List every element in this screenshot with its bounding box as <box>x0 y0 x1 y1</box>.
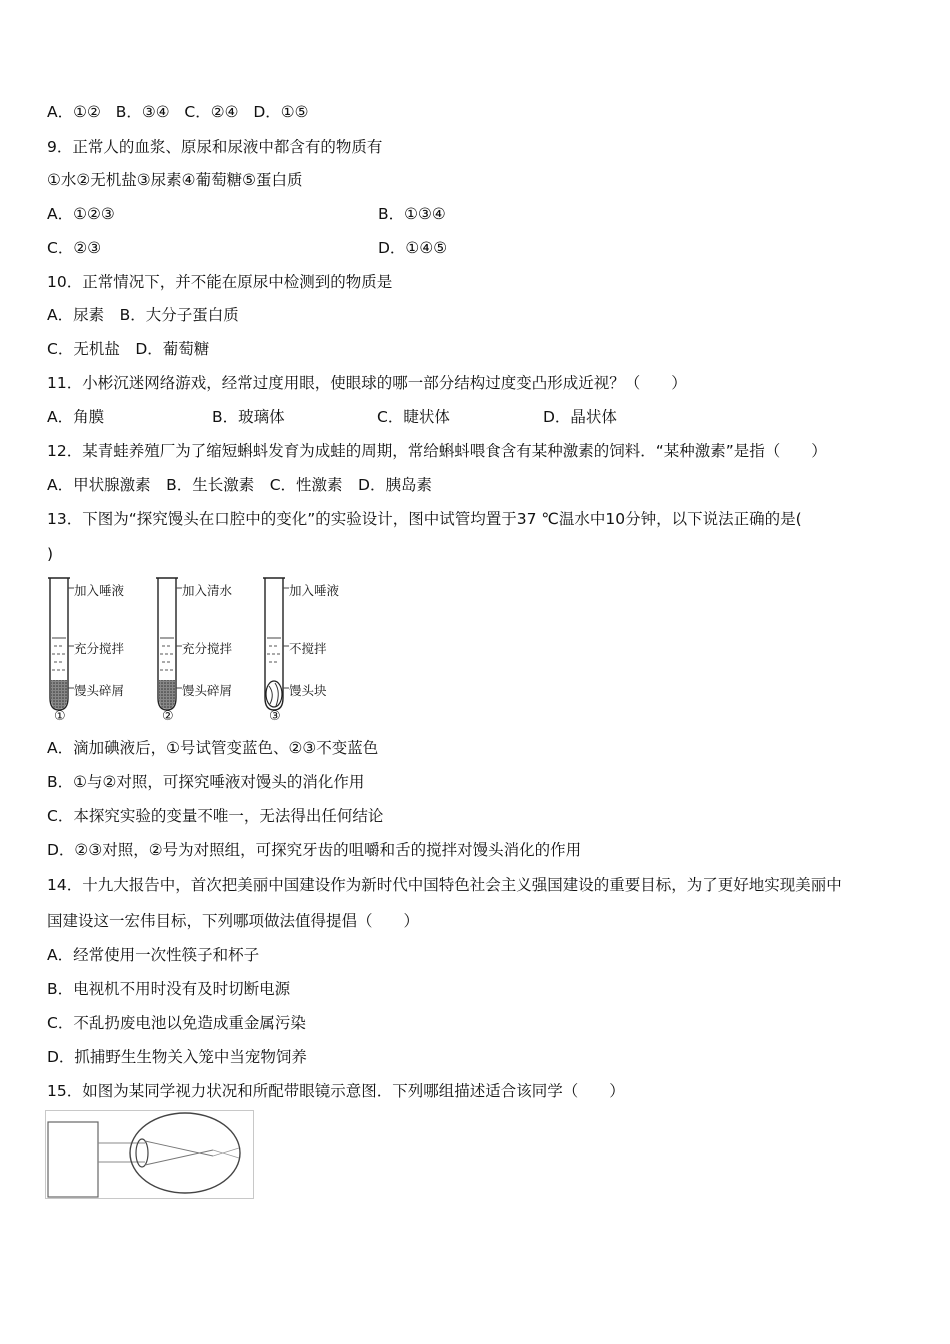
q14-option-c: C．不乱扔废电池以免造成重金属污染 <box>47 1014 306 1032</box>
q11-option-d: D．晶状体 <box>543 408 617 426</box>
q9-option-d: D．①④⑤ <box>378 239 448 257</box>
tube-1-mid-label: 充分搅拌 <box>74 641 125 656</box>
q11-option-c: C．睫状体 <box>377 408 450 426</box>
q13-option-b: B．①与②对照，可探究唾液对馒头的消化作用 <box>47 773 365 791</box>
q8-option-a: A．①② <box>47 103 101 121</box>
q14-option-d: D．抓捕野生生物关入笼中当宠物饲养 <box>47 1048 307 1066</box>
q14-option-a: A．经常使用一次性筷子和杯子 <box>47 946 260 964</box>
q11-option-a: A．角膜 <box>47 408 105 426</box>
tube-2-mid-label: 充分搅拌 <box>182 641 233 656</box>
tube-1 <box>48 578 74 710</box>
tube-3 <box>263 578 289 710</box>
tube-2-number: ② <box>162 709 174 724</box>
tube-2 <box>156 578 182 710</box>
q10-options-line1: A．尿素 B．大分子蛋白质 <box>47 306 239 324</box>
q13-test-tube-figure <box>44 574 354 726</box>
tube-2-bottom-label: 馒头碎屑 <box>182 683 233 698</box>
tube-1-number: ① <box>54 709 66 724</box>
q9-option-b: B．①③④ <box>378 205 446 223</box>
q9-option-c: C．②③ <box>47 239 102 257</box>
q14-stem-line1: 14．十九大报告中，首次把美丽中国建设作为新时代中国特色社会主义强国建设的重要目标，为了更好地实现美丽中 <box>47 876 842 894</box>
q13-option-a: A．滴加碘液后，①号试管变蓝色、②③不变蓝色 <box>47 739 379 757</box>
tube-1-top-label: 加入唾液 <box>74 583 125 598</box>
tube-3-top-label: 加入唾液 <box>289 583 340 598</box>
tube-3-mid-label: 不搅拌 <box>289 641 327 656</box>
q13-stem-line1: 13．下图为“探究馒头在口腔中的变化”的实验设计，图中试管均置于37 ℃温水中10分钟，以下说法正确的是( <box>47 510 802 528</box>
q15-stem: 15．如图为某同学视力状况和所配带眼镜示意图．下列哪组描述适合该同学（ ） <box>47 1082 625 1100</box>
tube-3-bottom-label: 馒头块 <box>289 683 327 698</box>
q12-options: A．甲状腺激素 B．生长激素 C．性激素 D．胰岛素 <box>47 476 432 494</box>
q15-eye-figure <box>45 1110 255 1200</box>
q9-stem: 9．正常人的血浆、原尿和尿液中都含有的物质有 <box>47 138 383 156</box>
q8-option-c: C．②④ <box>184 103 239 121</box>
glasses-lens-box <box>48 1122 98 1197</box>
q8-option-d: D．①⑤ <box>253 103 309 121</box>
q13-option-d: D．②③对照，②号为对照组，可探究牙齿的咀嚼和舌的搅拌对馒头消化的作用 <box>47 841 582 859</box>
q14-stem-line2: 国建设这一宏伟目标，下列哪项做法值得提倡（ ） <box>47 912 420 930</box>
eye-glasses-diagram <box>45 1110 255 1200</box>
q8-options <box>47 102 309 122</box>
q13-stem-line2: ) <box>47 545 54 563</box>
q11-stem: 11．小彬沉迷网络游戏，经常过度用眼，使眼球的哪一部分结构过度变凸形成近视？（ ） <box>47 374 687 392</box>
q9-items: ①水②无机盐③尿素④葡萄糖⑤蛋白质 <box>47 171 303 189</box>
tube-2-top-label: 加入清水 <box>182 583 233 598</box>
q14-option-b: B．电视机不用时没有及时切断电源 <box>47 980 291 998</box>
q11-option-b: B．玻璃体 <box>212 408 285 426</box>
q13-option-c: C．本探究实验的变量不唯一，无法得出任何结论 <box>47 807 384 825</box>
tube-1-bottom-label: 馒头碎屑 <box>74 683 125 698</box>
q8-option-b: B．③④ <box>115 103 170 121</box>
q10-options-line2: C．无机盐 D．葡萄糖 <box>47 340 210 358</box>
tube-3-number: ③ <box>269 709 281 724</box>
q9-option-a: A．①②③ <box>47 205 115 223</box>
q12-stem: 12．某青蛙养殖厂为了缩短蝌蚪发育为成蛙的周期，常给蝌蚪喂食含有某种激素的饲料．“某种激素”是指（ ） <box>47 442 827 460</box>
q10-stem: 10．正常情况下，并不能在原尿中检测到的物质是 <box>47 273 393 291</box>
